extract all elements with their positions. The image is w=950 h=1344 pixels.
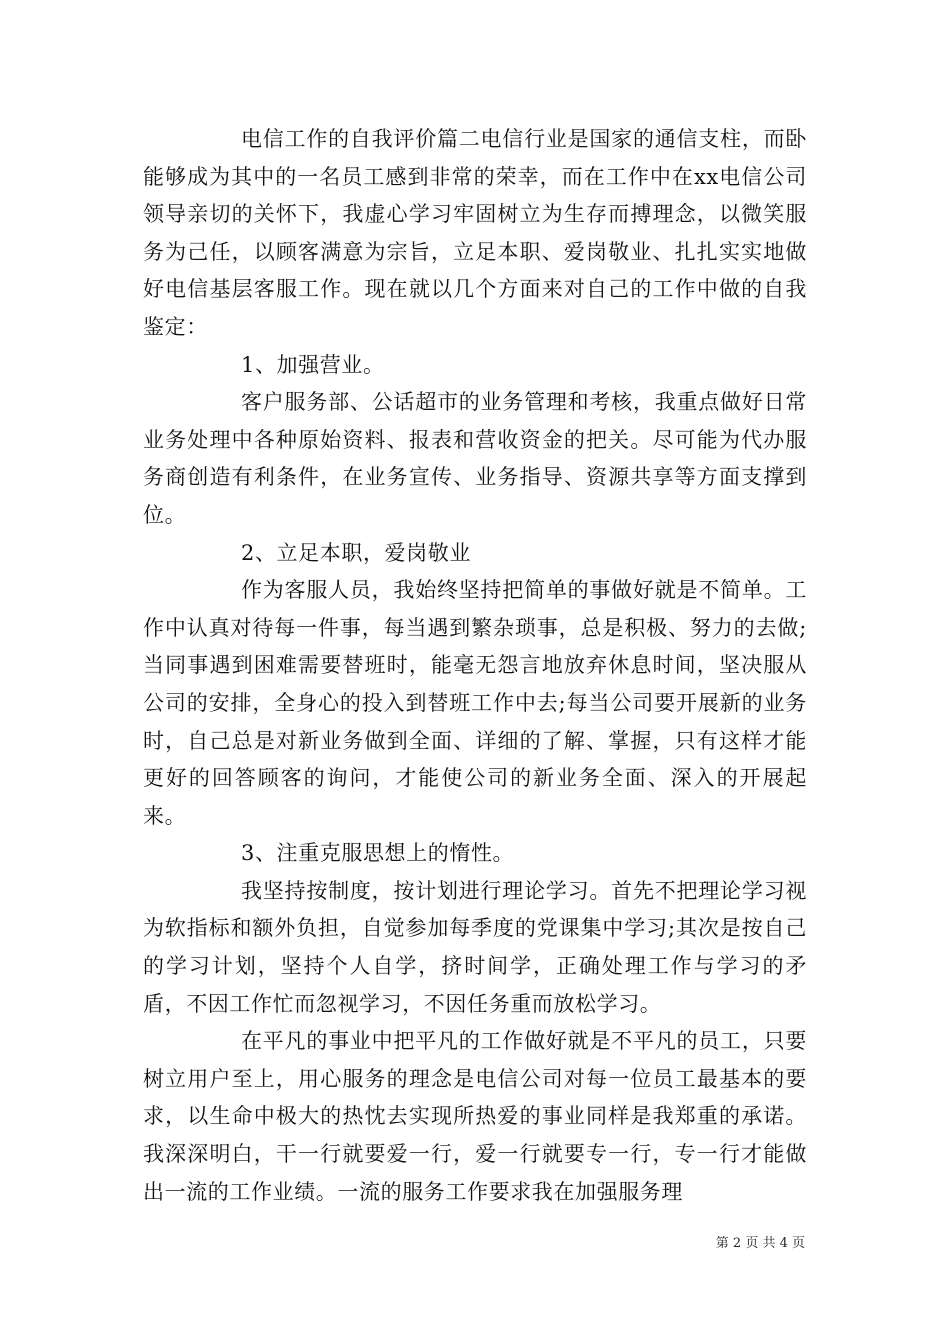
section-heading-1: 1、加强营业。: [241, 352, 385, 377]
paragraph-intro: 电信工作的自我评价篇二电信行业是国家的通信支柱，而卧能够成为其中的一名员工感到非常的荣幸，而在工作中在xx电信公司领导亲切的关怀下，我虚心学习牢固树立为生存而搏理念，以微笑服务为己任，以顾客满意为宗旨，立足本职、爱岗敬业、扎扎实实地做好电信基层客服工作。现在就以几个方面来对自己的工作中做的自我鉴定：: [143, 127, 807, 339]
page-number-footer: 第 2 页 共 4 页: [715, 1236, 805, 1251]
document-body: [143, 121, 807, 1211]
paragraph-section-2: 作为客服人员，我始终坚持把简单的事做好就是不简单。工作中认真对待每一件事，每当遇到繁杂琐事，总是积极、努力的去做;当同事遇到困难需要替班时，能毫无怨言地放弃休息时间，坚决服从公司的安排，全身心的投入到替班工作中去;每当公司要开展新的业务时，自己总是对新业务做到全面、详细的了解、掌握，只有这样才能更好的回答顾客的询问，才能使公司的新业务全面、深入的开展起来。: [143, 578, 807, 828]
section-heading-3: 3、注重克服思想上的惰性。: [241, 841, 515, 866]
paragraph-section-1: 客户服务部、公话超市的业务管理和考核，我重点做好日常业务处理中各种原始资料、报表和营收资金的把关。尽可能为代办服务商创造有利条件，在业务宣传、业务指导、资源共享等方面支撑到位。: [143, 390, 807, 527]
section-heading-2: 2、立足本职，爱岗敬业: [241, 540, 471, 565]
paragraph-section-3: 我坚持按制度，按计划进行理论学习。首先不把理论学习视为软指标和额外负担，自觉参加每季度的党课集中学习;其次是按自己的学习计划，坚持个人自学，挤时间学，正确处理工作与学习的矛盾，不因工作忙而忽视学习，不因任务重而放松学习。: [143, 878, 807, 1016]
paragraph-conclusion: 在平凡的事业中把平凡的工作做好就是不平凡的员工，只要树立用户至上，用心服务的理念是电信公司对每一位员工最基本的要求，以生命中极大的热忱去实现所热爱的事业同样是我郑重的承诺。我深深明白，干一行就要爱一行，爱一行就要专一行，专一行才能做出一流的工作业绩。一流的服务工作要求我在加强服务理: [143, 1029, 807, 1204]
